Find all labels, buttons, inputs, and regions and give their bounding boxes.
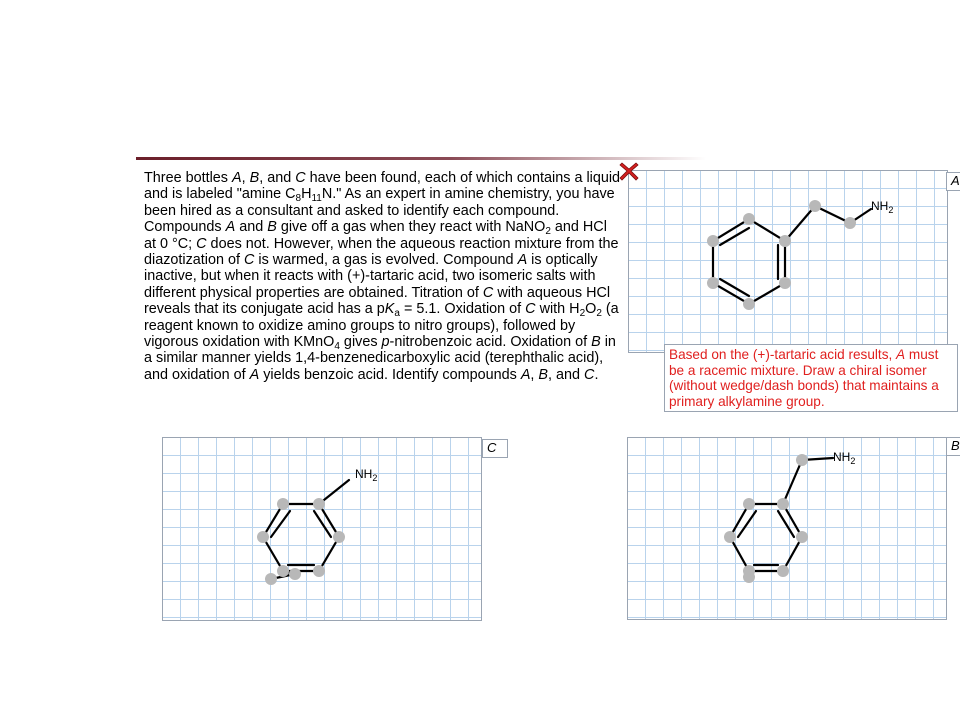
- nh2-label: $NH_2$: [871, 199, 894, 215]
- double-bond: [738, 511, 756, 537]
- structure-a: [629, 171, 949, 354]
- chain-bond: [785, 206, 815, 241]
- drawing-canvas-b[interactable]: [627, 437, 947, 620]
- benzene-ring: [730, 504, 802, 571]
- chain-bond: [783, 460, 802, 504]
- label-a: A: [946, 172, 960, 191]
- drawing-canvas-c[interactable]: [162, 437, 482, 621]
- label-c: C: [482, 439, 508, 458]
- double-bond: [720, 279, 749, 296]
- drawing-canvas-a[interactable]: [628, 170, 948, 353]
- label-b: B: [946, 437, 960, 456]
- nh2-label: $NH_2$: [355, 467, 378, 483]
- double-bond: [720, 228, 749, 245]
- structure-c: [163, 438, 483, 622]
- x-mark-icon: [618, 160, 640, 182]
- benzene-ring: [713, 219, 785, 304]
- feedback-hint: [664, 344, 958, 412]
- feedback-text: Based on the (+)-tartaric acid results, A must be a racemic mixture. Draw a chiral isomer (without wedge/dash bonds) that maintains a primary alkylamine group.: [669, 347, 939, 409]
- problem-text: Three bottles A, B, and C have been found, each of which contains a liquid and is labeled "amine $C_8H_{11}N$." As an expert in amine chemistry, you have been hired as a consultant and asked to identify each compound. Compounds A and B give off a gas when they react with NaNO$_2$ and HCl at 0 °C; C does not. However, when the aqueous reaction mixture from the diazotization of C is warmed, a gas is evolved. Compound A is optically inactive, but when it reacts with (+)-tartaric acid, two isomeric salts with different physical properties are obtained. Titration of C with aqueous HCl reveals that its conjugate acid has a $pK_a = 5.1$. Oxidation of C with $H_2O_2$ (a reagent known to oxidize amino groups to nitro groups), followed by vigorous oxidation with KMnO$_4$ gives p-nitrobenzoic acid. Oxidation of B in a similar manner yields 1,4-benzenedicarboxylic acid (terephthalic acid), and oxidation of A yields benzoic acid. Identify compounds A, B, and C.: [144, 170, 621, 383]
- nh2-label: $NH_2$: [833, 450, 856, 466]
- benzene-ring: [263, 504, 339, 571]
- structure-b: [628, 438, 948, 621]
- problem-statement: [144, 170, 622, 383]
- double-bond: [271, 511, 290, 537]
- double-bond: [314, 511, 331, 537]
- double-bond: [778, 511, 794, 537]
